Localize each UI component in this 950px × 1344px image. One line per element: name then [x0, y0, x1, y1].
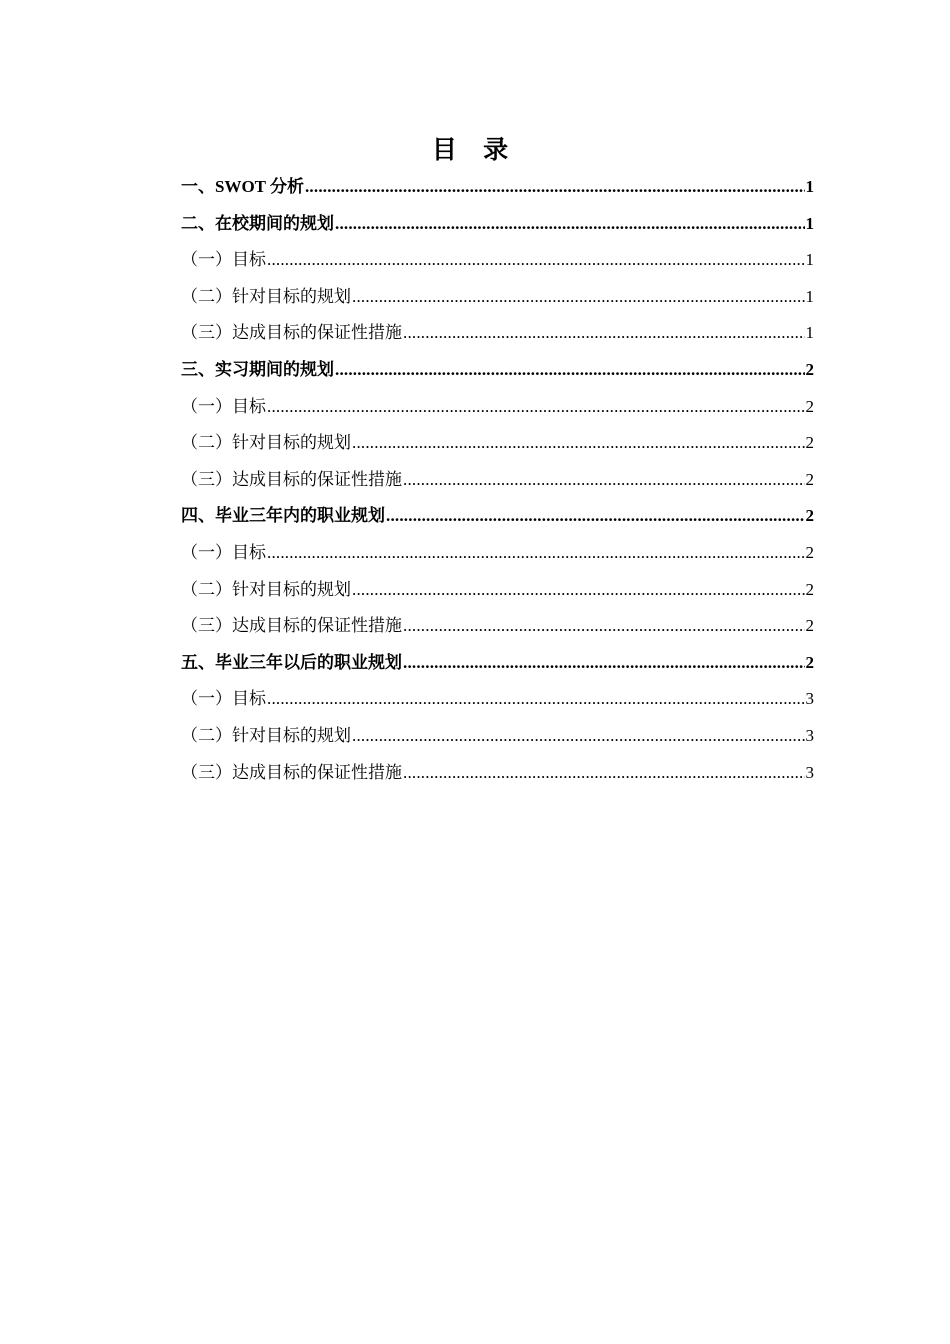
toc-dot-leader: [335, 206, 805, 243]
toc-entry-text: （一）目标: [181, 689, 266, 709]
toc-page-number: 2: [805, 506, 814, 526]
toc-page-number: 2: [805, 542, 814, 562]
toc-entry-text: （一）目标: [181, 542, 266, 562]
toc-entry-text: （三）达成目标的保证性措施: [181, 762, 402, 782]
toc-entry[interactable]: [181, 681, 814, 718]
toc-dot-leader: [267, 242, 805, 279]
toc-page-number: 2: [805, 616, 814, 636]
toc-dot-leader: [352, 718, 805, 755]
toc-entry[interactable]: [181, 279, 814, 316]
toc-title: 目 录: [431, 137, 519, 164]
toc-dot-leader: [403, 755, 805, 792]
toc-page-number: 3: [805, 689, 814, 709]
toc-dot-leader: [305, 169, 805, 206]
toc-dot-leader: [386, 498, 805, 535]
toc-page-number: 2: [805, 359, 814, 379]
toc-entry[interactable]: [181, 242, 814, 279]
toc-dot-leader: [403, 315, 805, 352]
toc-entry-text: （一）目标: [181, 396, 266, 416]
toc-entry-text: （二）针对目标的规划: [181, 579, 351, 599]
toc-entry[interactable]: [181, 572, 814, 609]
toc-entry-text: （二）针对目标的规划: [181, 725, 351, 745]
toc-entry[interactable]: [181, 352, 814, 389]
toc-entry-text: 三、实习期间的规划: [181, 359, 334, 379]
toc-entry-text: 四、毕业三年内的职业规划: [181, 506, 385, 526]
toc-dot-leader: [335, 352, 805, 389]
toc-entry[interactable]: [181, 425, 814, 462]
toc-dot-leader: [267, 681, 805, 718]
toc-entry-text: （二）针对目标的规划: [181, 286, 351, 306]
toc-dot-leader: [352, 279, 805, 316]
toc-dot-leader: [352, 425, 805, 462]
toc-page-number: 3: [805, 725, 814, 745]
toc-entry-text: （三）达成目标的保证性措施: [181, 616, 402, 636]
table-of-contents: [181, 169, 814, 791]
toc-dot-leader: [267, 535, 805, 572]
toc-entry-text: 二、在校期间的规划: [181, 213, 334, 233]
toc-entry[interactable]: [181, 535, 814, 572]
toc-entry-text: 五、毕业三年以后的职业规划: [181, 652, 402, 672]
toc-dot-leader: [352, 572, 805, 609]
toc-page-number: 2: [805, 433, 814, 453]
toc-dot-leader: [403, 462, 805, 499]
toc-entry[interactable]: [181, 755, 814, 792]
toc-page-number: 3: [805, 762, 814, 782]
toc-entry[interactable]: [181, 169, 814, 206]
toc-page-number: 1: [805, 286, 814, 306]
toc-entry-text: （一）目标: [181, 250, 266, 270]
toc-entry[interactable]: [181, 498, 814, 535]
toc-dot-leader: [403, 645, 805, 682]
toc-page-number: 1: [805, 177, 814, 196]
toc-page-number: 2: [805, 469, 814, 489]
toc-page-number: 2: [805, 652, 814, 672]
toc-page-number: 1: [805, 250, 814, 270]
toc-entry-text: （二）针对目标的规划: [181, 433, 351, 453]
toc-page-number: 1: [805, 213, 814, 233]
toc-page-number: 2: [805, 579, 814, 599]
toc-dot-leader: [267, 389, 805, 426]
toc-entry[interactable]: [181, 645, 814, 682]
toc-dot-leader: [403, 608, 805, 645]
toc-entry[interactable]: [181, 315, 814, 352]
toc-page-number: 1: [805, 323, 814, 343]
toc-entry-text: （三）达成目标的保证性措施: [181, 469, 402, 489]
toc-entry[interactable]: [181, 206, 814, 243]
toc-entry-text: 一、SWOT 分析: [181, 177, 304, 196]
toc-entry[interactable]: [181, 389, 814, 426]
toc-page-number: 2: [805, 396, 814, 416]
toc-entry-text: （三）达成目标的保证性措施: [181, 323, 402, 343]
toc-entry[interactable]: [181, 608, 814, 645]
toc-entry[interactable]: [181, 462, 814, 499]
toc-entry[interactable]: [181, 718, 814, 755]
